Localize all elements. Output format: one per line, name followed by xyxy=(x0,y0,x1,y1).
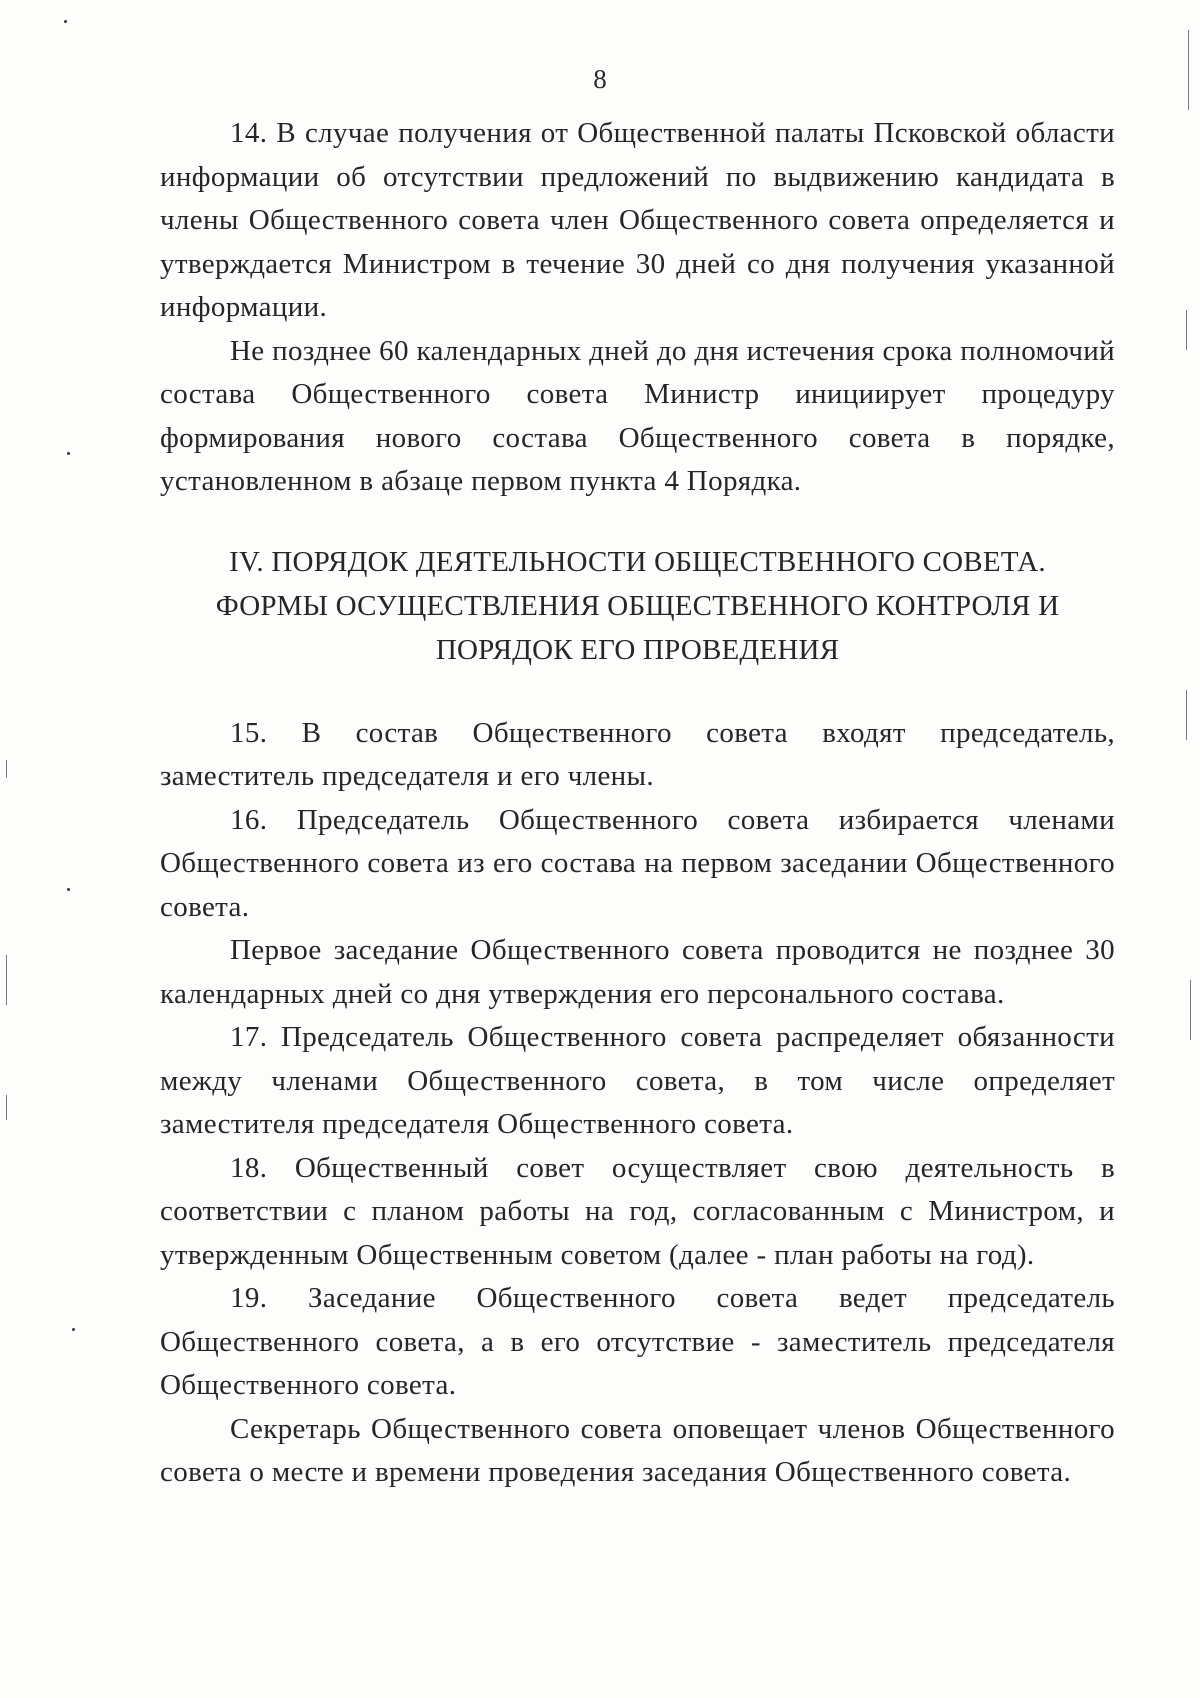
scan-speck xyxy=(67,452,70,455)
scan-edge-mark xyxy=(1186,690,1187,740)
paragraph-14-continued: Не позднее 60 календарных дней до дня истечения срока полномочий состава Общественного совета Министр инициирует процедуру формирования нового состава Общественного совета в порядке, установленном в абзаце первом пункта 4 Порядка. xyxy=(160,334,1115,497)
scan-edge-mark xyxy=(6,955,7,1005)
scan-speck xyxy=(64,20,67,23)
section-heading-line: ПОРЯДОК ЕГО ПРОВЕДЕНИЯ xyxy=(435,633,840,666)
scan-edge-mark xyxy=(6,1095,7,1120)
paragraph-14: 14. В случае получения от Общественной палаты Псковской области информации об отсутствии предложений по выдвижению кандидата в члены Общественного совета член Общественного совета определяется и утверждается Министром в течение 30 дней со дня получения указанной информации. xyxy=(160,117,1115,323)
scan-speck xyxy=(72,1328,75,1331)
section-heading xyxy=(160,540,1115,672)
paragraph-16-continued: Первое заседание Общественного совета проводится не позднее 30 календарных дней со дня утверждения его персонального состава. xyxy=(160,934,1115,1010)
scan-edge-mark xyxy=(1190,980,1191,1040)
paragraph-16: 16. Председатель Общественного совета избирается членами Общественного совета из его состава на первом заседании Общественного совета. xyxy=(160,803,1115,923)
scan-edge-mark xyxy=(6,760,7,778)
document-body xyxy=(160,112,1115,1495)
paragraph-18: 18. Общественный совет осуществляет свою деятельность в соответствии с планом работы на год, согласованным с Министром, и утвержденным Общественным советом (далее - план работы на год). xyxy=(160,1151,1115,1271)
paragraph-19-continued: Секретарь Общественного совета оповещает членов Общественного совета о месте и времени проведения заседания Общественного совета. xyxy=(160,1412,1115,1488)
paragraph-17: 17. Председатель Общественного совета распределяет обязанности между членами Общественного совета, в том числе определяет заместителя председателя Общественного совета. xyxy=(160,1021,1115,1140)
section-heading-line: ФОРМЫ ОСУЩЕСТВЛЕНИЯ ОБЩЕСТВЕННОГО КОНТРОЛЯ И xyxy=(215,589,1060,622)
scan-speck xyxy=(67,888,70,891)
scan-edge-mark xyxy=(1186,310,1187,350)
paragraph-19: 19. Заседание Общественного совета ведет председатель Общественного совета, а в его отсутствие - заместитель председателя Общественного совета. xyxy=(160,1282,1115,1401)
section-heading-line: IV. ПОРЯДОК ДЕЯТЕЛЬНОСТИ ОБЩЕСТВЕННОГО СОВЕТА. xyxy=(229,545,1046,578)
paragraph-15: 15. В состав Общественного совета входят председатель, заместитель председателя и его члены. xyxy=(160,716,1115,792)
page-number: 8 xyxy=(593,64,607,94)
